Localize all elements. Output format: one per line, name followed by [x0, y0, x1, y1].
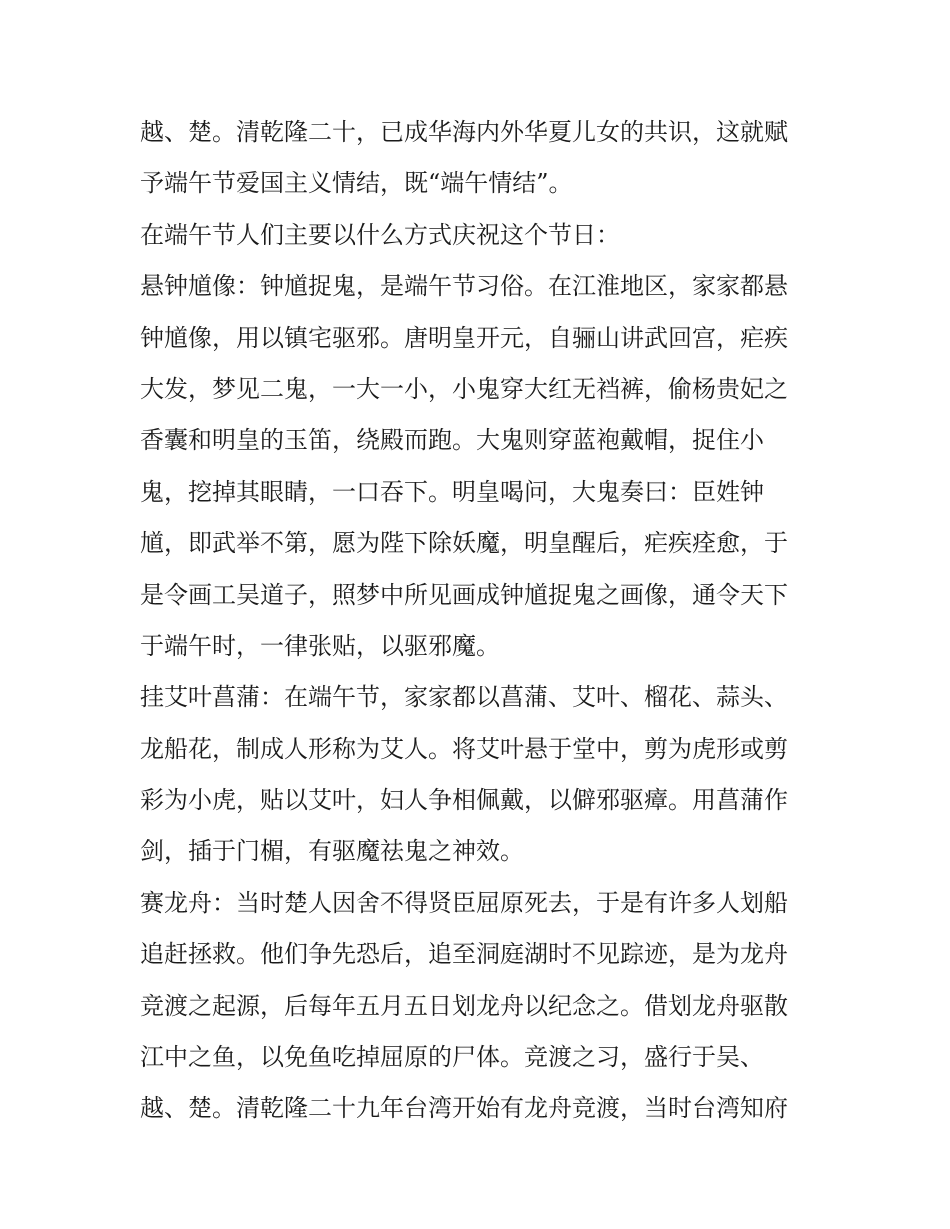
text-line: 越、楚。清乾隆二十，已成华海内外华夏儿女的共识，这就赋: [140, 118, 788, 146]
text-line: 赛龙舟：当时楚人因舍不得贤臣屈原死去，于是有许多人划船: [140, 888, 788, 917]
text-line: 鬼，挖掉其眼睛，一口吞下。明皇喝问，大鬼奏曰：臣姓钟: [140, 477, 764, 506]
text-line: 竞渡之起源，后每年五月五日划龙舟以纪念之。借划龙舟驱散: [140, 991, 788, 1020]
text-line: 钟馗像，用以镇宅驱邪。唐明皇开元，自骊山讲武回宫，疟疾: [140, 323, 788, 352]
text-line: 追赶拯救。他们争先恐后，追至洞庭湖时不见踪迹，是为龙舟: [140, 940, 788, 969]
text-line: 剑，插于门楣，有驱魔祛鬼之神效。: [140, 837, 524, 866]
text-line: 是令画工吴道子，照梦中所见画成钟馗捉鬼之画像，通令天下: [140, 580, 788, 609]
text-line: 龙船花，制成人形称为艾人。将艾叶悬于堂中，剪为虎形或剪: [140, 734, 788, 763]
text-line: 越、楚。清乾隆二十九年台湾开始有龙舟竞渡，当时台湾知府: [140, 1094, 788, 1123]
text-line: 大发，梦见二鬼，一大一小，小鬼穿大红无裆裤，偷杨贵妃之: [140, 374, 788, 403]
text-line: 江中之鱼，以免鱼吃掉屈原的尸体。竞渡之习，盛行于吴、: [140, 1043, 764, 1072]
text-line: 挂艾叶菖蒲：在端午节，家家都以菖蒲、艾叶、榴花、蒜头、: [140, 683, 788, 712]
section-intro-line: 在端午节人们主要以什么方式庆祝这个节日：: [140, 220, 620, 249]
text-line: 予端午节爱国主义情结，既“端午情结”。: [140, 169, 573, 198]
text-line: 馗，即武举不第，愿为陛下除妖魔，明皇醒后，疟疾痊愈，于: [140, 529, 788, 558]
document-body: [140, 107, 820, 1135]
text-line: 彩为小虎，贴以艾叶，妇人争相佩戴，以僻邪驱瘴。用菖蒲作: [140, 786, 788, 815]
text-line: 香囊和明皇的玉笛，绕殿而跑。大鬼则穿蓝袍戴帽，捉住小: [140, 426, 764, 455]
text-line: 于端午时，一律张贴，以驱邪魔。: [140, 631, 500, 660]
text-line: 悬钟馗像：钟馗捉鬼，是端午节习俗。在江淮地区，家家都悬: [140, 272, 788, 301]
